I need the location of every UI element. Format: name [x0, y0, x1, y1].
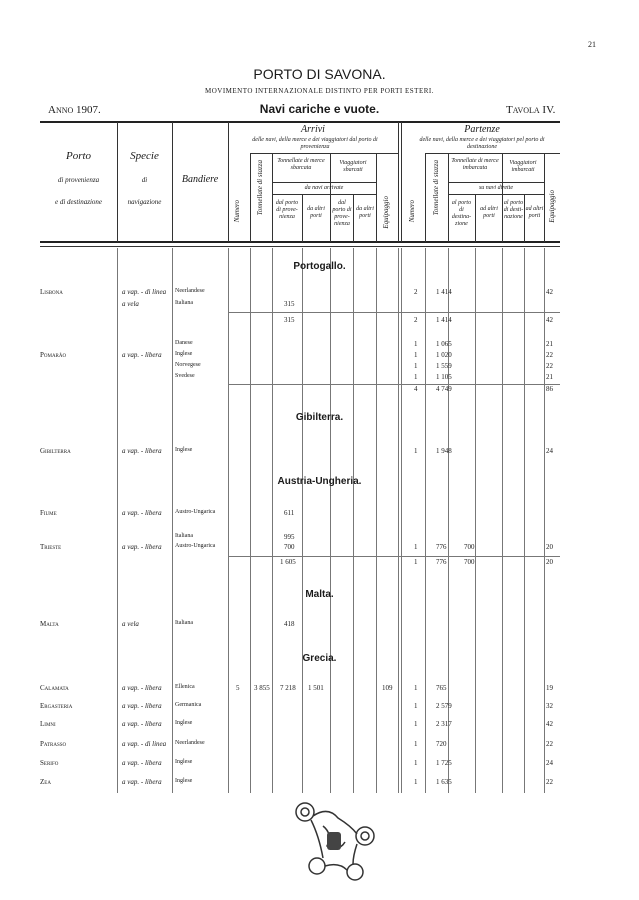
col-sep: [376, 153, 377, 242]
row-p-equip: 22: [546, 740, 553, 748]
row-p-equip: 22: [546, 362, 553, 370]
row-a-merce: 995: [284, 533, 295, 541]
row-porto: Zea: [40, 778, 51, 786]
col-sep: [544, 153, 545, 242]
header-partenze: Partenze: [464, 124, 500, 135]
row-p-equip: 22: [546, 351, 553, 359]
library-stamp-icon: [283, 796, 383, 884]
row-bandiera: Inglese: [175, 351, 193, 357]
header-tonn-merce-imbarcata: Tonnellate di merce imbarcata: [451, 158, 499, 171]
row-porto: Malta: [40, 620, 59, 628]
row-p-numero: 1: [414, 778, 418, 786]
row-a-merce: 7 218: [280, 684, 296, 692]
row-p-stazza: 720: [436, 740, 447, 748]
header-arrivi-sub: delle navi, della merce e dei viaggiatori dal porto di provenienza: [252, 137, 378, 150]
row-a-merce-altri: 1 501: [308, 684, 324, 692]
row-p-equip: 20: [546, 543, 553, 551]
row-specie: a vap. - libera: [122, 447, 162, 455]
table-row: [40, 316, 560, 328]
row-porto: Pomarão: [40, 351, 67, 359]
row-p-equip: 42: [546, 720, 553, 728]
header-dal-porto-prov2: dal porto di prove-nienza: [332, 200, 352, 227]
row-specie: a vela: [122, 620, 139, 628]
row-p-numero: 1: [414, 543, 418, 551]
row-specie: a vela: [122, 300, 139, 308]
header-viaggiatori-sbarcati: Viaggiatori sbarcati: [339, 160, 367, 173]
col-sep: [250, 153, 251, 242]
header-partenze-sub: delle navi, della merce e dei viaggiatori pel porto di destinazione: [419, 137, 545, 150]
row-p-merce: 700: [464, 558, 475, 566]
col-sep: [228, 122, 229, 242]
row-p-stazza: 1 725: [436, 759, 452, 767]
row-a-equip: 109: [382, 684, 393, 692]
row-p-merce: 700: [464, 543, 475, 551]
row-porto: Fiume: [40, 509, 57, 517]
table-label: Tavola IV.: [506, 104, 556, 116]
row-specie: a vap. - libera: [122, 702, 162, 710]
header-stazza-arr: Tonnellate di stazza: [256, 160, 264, 216]
row-specie: a vap. - libera: [122, 543, 162, 551]
row-p-equip: 22: [546, 778, 553, 786]
header-porto-sub2: e di destinazione: [54, 198, 103, 206]
row-p-numero: 1: [414, 447, 418, 455]
header-da-navi-arrivate: da navi arrivate: [304, 185, 344, 191]
year-label: Anno 1907.: [48, 104, 101, 116]
header-porto-sub1: di provenienza: [57, 176, 100, 184]
table-row: [40, 288, 560, 300]
header-ad-altri-porti: ad altri porti: [480, 206, 498, 219]
row-bandiera: Inglese: [175, 759, 193, 765]
row-specie: a vap. - libera: [122, 509, 162, 517]
row-p-numero: 1: [414, 740, 418, 748]
section-austria-ungheria: Austria-Ungheria.: [277, 476, 362, 487]
row-a-merce: 315: [284, 300, 295, 308]
arrivi-rule: [272, 194, 376, 195]
header-ad-altri-porti2: ad altri porti: [525, 206, 544, 219]
table-row: [40, 620, 560, 632]
row-p-stazza: 1 948: [436, 447, 452, 455]
row-p-equip: 42: [546, 316, 553, 324]
row-p-equip: 21: [546, 373, 553, 381]
col-sep: [401, 122, 402, 242]
row-bandiera: Inglese: [175, 720, 193, 726]
row-bandiera: Italiana: [175, 300, 193, 306]
row-porto: Gibilterra: [40, 447, 71, 455]
row-p-numero: 1: [414, 351, 418, 359]
row-p-numero: 1: [414, 759, 418, 767]
table-row: [40, 447, 560, 459]
table-row: [40, 759, 560, 771]
row-p-numero: 1: [414, 720, 418, 728]
partenze-rule: [448, 182, 544, 183]
row-specie: a vap. - libera: [122, 759, 162, 767]
header-bottom-rule: [40, 241, 560, 243]
row-p-equip: 42: [546, 288, 553, 296]
row-bandiera: Italiana: [175, 620, 193, 626]
row-p-equip: 24: [546, 759, 553, 767]
header-arrivi: Arrivi: [301, 124, 325, 135]
row-p-stazza: 776: [436, 558, 447, 566]
row-porto: Patrasso: [40, 740, 67, 748]
row-specie: a vap. - di linea: [122, 288, 167, 296]
col-sep: [425, 153, 426, 242]
col-sep: [398, 122, 399, 242]
header-specie-sub1: di: [141, 176, 148, 184]
row-p-equip: 86: [546, 385, 553, 393]
subtotal-rule: [228, 556, 560, 557]
table-row: [40, 543, 560, 555]
row-p-equip: 21: [546, 340, 553, 348]
row-bandiera: Neerlandese: [175, 740, 205, 746]
row-p-numero: 2: [414, 288, 418, 296]
row-a-merce: 315: [284, 316, 295, 324]
row-p-stazza: 1 559: [436, 362, 452, 370]
row-specie: a vap. - libera: [122, 351, 162, 359]
table-row: [40, 684, 560, 696]
row-a-numero: 5: [236, 684, 240, 692]
section-portogallo: Portogallo.: [293, 261, 346, 272]
header-tonn-merce-sbarcata: Tonnellate di merce sbarcata: [277, 158, 325, 171]
header-stazza-par: Tonnellate di stazza: [432, 160, 440, 216]
main-heading: Navi cariche e vuote.: [259, 102, 380, 116]
row-a-merce: 611: [284, 509, 295, 517]
row-p-numero: 1: [414, 362, 418, 370]
table-row: [40, 300, 560, 312]
subtotal-rule: [228, 312, 560, 313]
row-p-stazza: 4 749: [436, 385, 452, 393]
row-specie: a vap. - di linea: [122, 740, 167, 748]
table-row: [40, 558, 560, 570]
header-al-porto-dest2: al porto di desti-nazione: [503, 200, 524, 220]
row-bandiera: Svedese: [175, 373, 195, 379]
section-malta: Malta.: [305, 589, 334, 600]
header-viaggiatori-imbarcati: Viaggiatori imbarcati: [509, 160, 537, 173]
row-p-numero: 1: [414, 702, 418, 710]
row-p-numero: 2: [414, 316, 418, 324]
row-bandiera: Ellenica: [175, 684, 195, 690]
row-p-stazza: 1 414: [436, 288, 452, 296]
row-p-stazza: 1 065: [436, 340, 452, 348]
row-p-stazza: 1 635: [436, 778, 452, 786]
header-dal-porto-prov: dal porto di prove-nienza: [275, 200, 299, 220]
header-specie: Specie: [130, 150, 159, 162]
page-title: PORTO DI SAVONA.: [253, 66, 386, 82]
header-porto: Porto: [65, 150, 92, 162]
row-porto: Limni: [40, 720, 56, 728]
row-p-equip: 19: [546, 684, 553, 692]
header-numero-par: Numero: [408, 200, 416, 223]
row-p-stazza: 1 105: [436, 373, 452, 381]
row-a-merce: 700: [284, 543, 295, 551]
row-p-equip: 24: [546, 447, 553, 455]
section-grecia: Grecia.: [302, 653, 337, 664]
header-bandiere: Bandiere: [181, 174, 219, 185]
row-bandiera: Danese: [175, 340, 193, 346]
row-porto: Ergasteria: [40, 702, 73, 710]
row-p-stazza: 765: [436, 684, 447, 692]
row-bandiera: Inglese: [175, 778, 193, 784]
row-a-merce: 418: [284, 620, 295, 628]
header-al-porto-dest: al porto di destina-zione: [451, 200, 472, 227]
row-specie: a vap. - libera: [122, 684, 162, 692]
row-p-equip: 32: [546, 702, 553, 710]
row-p-numero: 1: [414, 340, 418, 348]
arrivi-rule: [272, 182, 376, 183]
row-p-numero: 1: [414, 558, 418, 566]
row-specie: a vap. - libera: [122, 778, 162, 786]
table-row: [40, 509, 560, 521]
row-p-stazza: 1 414: [436, 316, 452, 324]
row-p-equip: 20: [546, 558, 553, 566]
header-bottom-rule-2: [40, 246, 560, 247]
header-da-altri-porti: da altri porti: [307, 206, 325, 219]
table-row: [40, 385, 560, 397]
row-porto: Serifo: [40, 759, 59, 767]
row-p-numero: 1: [414, 684, 418, 692]
header-su-navi-dirette: su navi dirette: [478, 185, 514, 191]
row-porto: Lisbona: [40, 288, 63, 296]
header-specie-sub2: navigazione: [127, 198, 162, 206]
header-equipaggio-par: Equipaggio: [548, 190, 556, 223]
row-bandiera: Germanica: [175, 702, 202, 708]
row-bandiera: Austro-Ungarica: [175, 543, 216, 549]
row-a-merce: 1 605: [280, 558, 296, 566]
row-p-numero: 1: [414, 373, 418, 381]
table-row: [40, 720, 560, 732]
table-row: [40, 702, 560, 714]
header-da-altri-porti2: da altri porti: [356, 206, 374, 219]
table-row: [40, 740, 560, 752]
row-bandiera: Norvegese: [175, 362, 201, 368]
row-p-stazza: 1 020: [436, 351, 452, 359]
row-porto: Trieste: [40, 543, 62, 551]
page-subtitle: MOVIMENTO INTERNAZIONALE DISTINTO PER PORTI ESTERI.: [205, 87, 434, 95]
header-equipaggio-arr: Equipaggio: [382, 196, 390, 229]
header-numero-arr: Numero: [233, 200, 241, 223]
row-bandiera: Austro-Ungarica: [175, 509, 216, 515]
row-specie: a vap. - libera: [122, 720, 162, 728]
partenze-rule: [425, 153, 560, 154]
row-a-stazza: 3 855: [254, 684, 270, 692]
row-bandiera: Neerlandese: [175, 288, 205, 294]
header-top-rule: [40, 121, 560, 123]
row-p-numero: 4: [414, 385, 418, 393]
row-bandiera: Inglese: [175, 447, 193, 453]
row-p-stazza: 776: [436, 543, 447, 551]
partenze-rule: [448, 194, 544, 195]
row-porto: Calamata: [40, 684, 69, 692]
row-bandiera: Italiana: [175, 533, 193, 539]
row-p-stazza: 2 317: [436, 720, 452, 728]
section-gibilterra: Gibilterra.: [295, 412, 344, 423]
row-p-stazza: 2 579: [436, 702, 452, 710]
table-row: [40, 778, 560, 790]
page-number: 21: [588, 40, 596, 49]
